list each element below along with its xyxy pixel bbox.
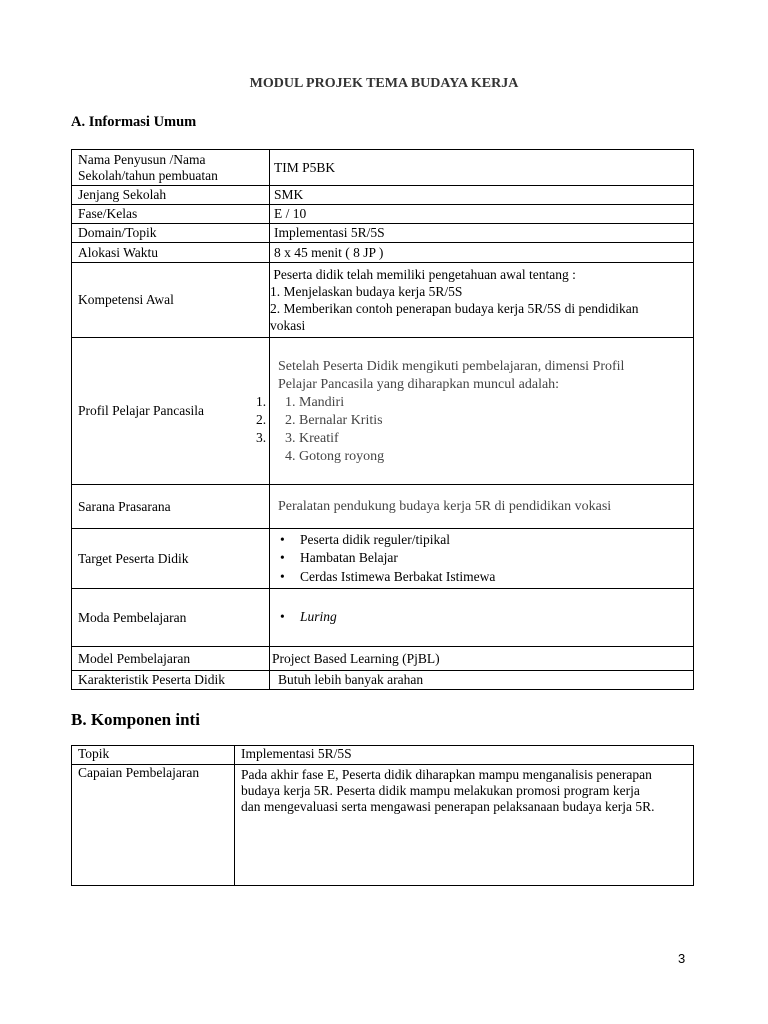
- section-b-heading: B. Komponen inti: [71, 710, 200, 729]
- komponen-inti-table: [71, 745, 694, 886]
- list-item: [270, 568, 687, 587]
- jenjang-label: Jenjang Sekolah: [72, 186, 270, 205]
- moda-label: Moda Pembelajaran: [72, 589, 270, 647]
- table-row: [72, 243, 694, 263]
- table-row: [72, 150, 694, 186]
- profil-intro-line: Pelajar Pancasila yang diharapkan muncul adalah:: [278, 377, 560, 392]
- kompetensi-value: [270, 263, 694, 338]
- table-row: [72, 765, 694, 886]
- jenjang-value: SMK: [270, 186, 694, 205]
- model-value: Project Based Learning (PjBL): [270, 647, 694, 671]
- table-row: [72, 746, 694, 765]
- target-item-text: Hambatan Belajar: [300, 550, 398, 566]
- karakteristik-value: Butuh lebih banyak arahan: [270, 671, 694, 690]
- profil-label: Profil Pelajar Pancasila: [72, 338, 270, 485]
- capaian-label: Capaian Pembelajaran: [72, 765, 235, 886]
- penyusun-label-line: Nama Penyusun /Nama: [78, 151, 206, 167]
- table-row: [72, 671, 694, 690]
- model-label: Model Pembelajaran: [72, 647, 270, 671]
- capaian-line: budaya kerja 5R. Peserta didik mampu melakukan promosi program kerja: [241, 783, 640, 798]
- target-item-text: Cerdas Istimewa Berbakat Istimewa: [300, 568, 496, 584]
- table-row: [72, 647, 694, 671]
- table-row: [72, 338, 694, 485]
- kompetensi-line: Peserta didik telah memiliki pengetahuan awal tentang :: [270, 267, 576, 282]
- bullet-icon: •: [280, 609, 285, 625]
- table-row: [72, 589, 694, 647]
- penyusun-label: [72, 150, 270, 186]
- kompetensi-line: 1. Menjelaskan budaya kerja 5R/5S: [270, 284, 463, 299]
- informasi-umum-table: [71, 149, 694, 690]
- alokasi-label: Alokasi Waktu: [72, 243, 270, 263]
- topik-label: Topik: [72, 746, 235, 765]
- penyusun-value: TIM P5BK: [270, 150, 694, 186]
- list-item: [270, 531, 687, 550]
- kompetensi-line: 2. Memberikan contoh penerapan budaya kerja 5R/5S di pendidikan: [270, 301, 639, 316]
- section-a-heading: A. Informasi Umum: [71, 114, 197, 130]
- profil-item: 3. Kreatif: [285, 431, 339, 446]
- fase-label: Fase/Kelas: [72, 205, 270, 224]
- profil-outer-numbering: [256, 393, 266, 447]
- document-title: MODUL PROJEK TEMA BUDAYA KERJA: [249, 76, 519, 91]
- kompetensi-label: Kompetensi Awal: [72, 263, 270, 338]
- table-row: [72, 529, 694, 589]
- profil-value: [256, 338, 694, 485]
- fase-value: E / 10: [270, 205, 694, 224]
- karakteristik-label: Karakteristik Peserta Didik: [72, 671, 270, 690]
- kompetensi-line: vokasi: [270, 318, 306, 333]
- table-row: [72, 224, 694, 243]
- profil-item: 2. Bernalar Kritis: [285, 413, 383, 428]
- capaian-value: [235, 765, 694, 886]
- sarana-label: Sarana Prasarana: [72, 485, 270, 529]
- penyusun-label-line: Sekolah/tahun pembuatan: [78, 167, 218, 183]
- sarana-value: Peralatan pendukung budaya kerja 5R di pendidikan vokasi: [270, 485, 694, 529]
- table-row: [72, 205, 694, 224]
- topik-value: Implementasi 5R/5S: [235, 746, 694, 765]
- table-row: [72, 485, 694, 529]
- outer-number: 3.: [256, 430, 267, 445]
- target-item-text: Peserta didik reguler/tipikal: [300, 531, 450, 547]
- profil-item: 4. Gotong royong: [285, 449, 385, 464]
- moda-value: [270, 589, 694, 647]
- target-label: Target Peserta Didik: [72, 529, 270, 589]
- page-number: 3: [678, 951, 686, 966]
- domain-label: Domain/Topik: [72, 224, 270, 243]
- target-value: [270, 529, 694, 589]
- domain-value: Implementasi 5R/5S: [270, 224, 694, 243]
- table-row: [72, 186, 694, 205]
- profil-intro-line: Setelah Peserta Didik mengikuti pembelajaran, dimensi Profil: [278, 359, 625, 374]
- bullet-icon: •: [280, 550, 285, 566]
- bullet-icon: •: [280, 568, 285, 584]
- outer-number: 2.: [256, 412, 267, 427]
- moda-text: Luring: [300, 609, 337, 625]
- alokasi-value: 8 x 45 menit ( 8 JP ): [270, 243, 694, 263]
- outer-number: 1.: [256, 394, 267, 409]
- list-item: [270, 549, 687, 568]
- profil-item: 1. Mandiri: [285, 395, 345, 410]
- capaian-line: dan mengevaluasi serta mengawasi penerapan pelaksanaan budaya kerja 5R.: [241, 799, 655, 814]
- capaian-line: Pada akhir fase E, Peserta didik diharapkan mampu menganalisis penerapan: [241, 767, 652, 782]
- table-row: [72, 263, 694, 338]
- bullet-icon: •: [280, 531, 285, 547]
- profil-content: [278, 358, 624, 466]
